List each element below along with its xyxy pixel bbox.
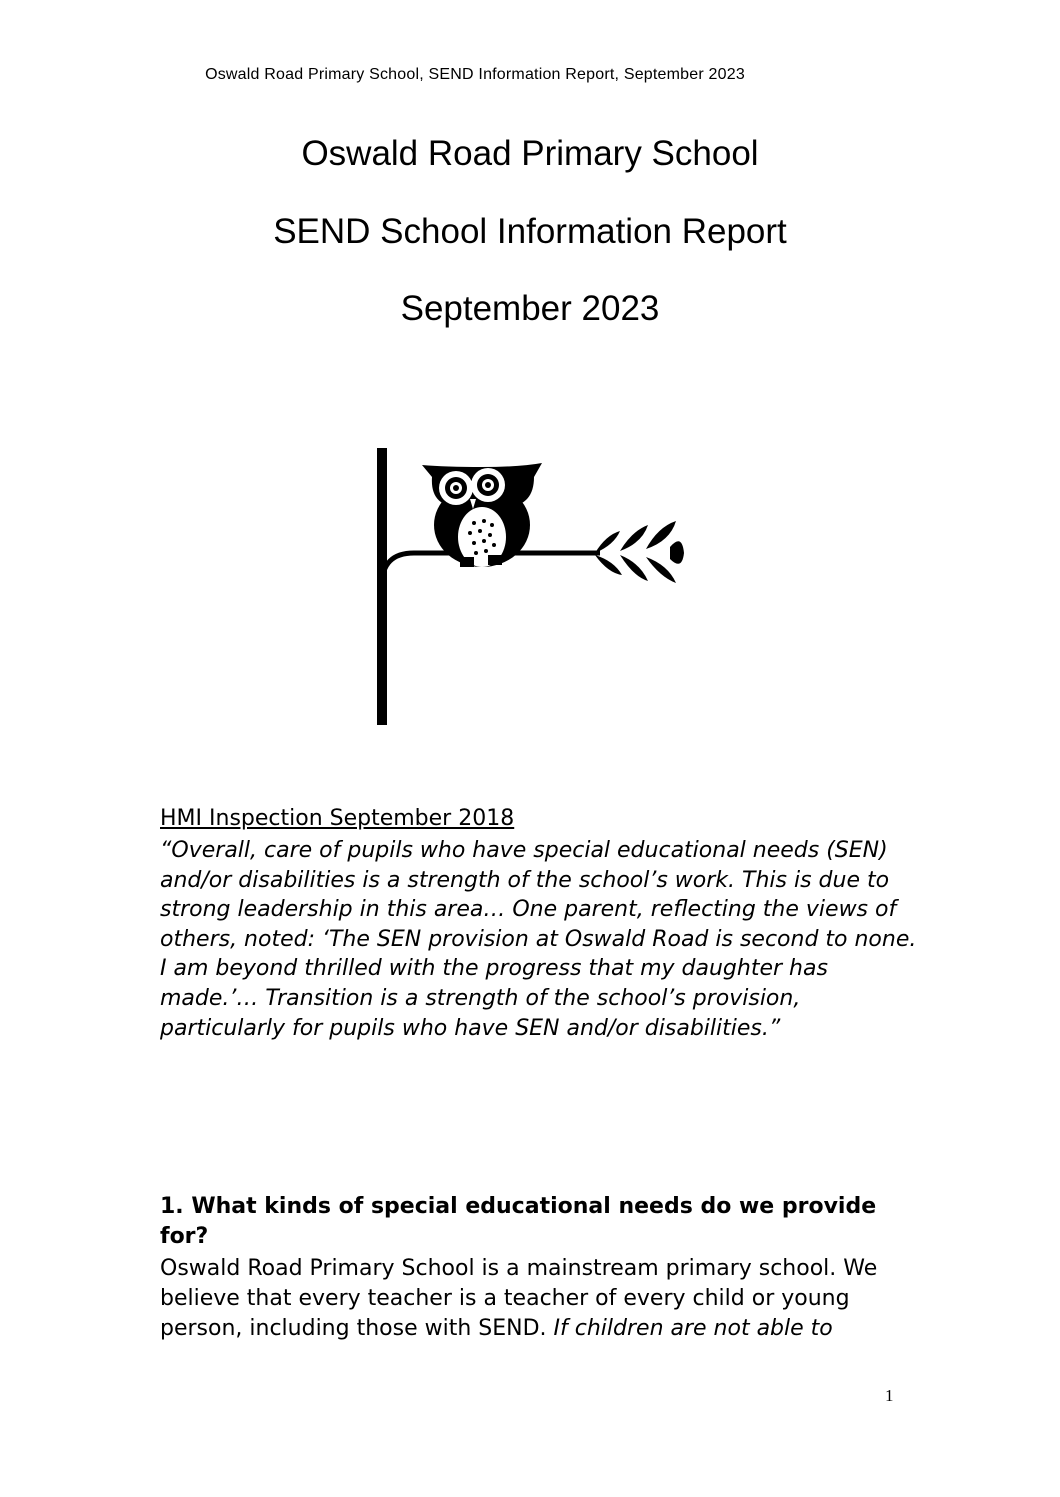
page-number: 1 [885, 1386, 894, 1405]
running-header: Oswald Road Primary School, SEND Information Report, September 2023 [205, 66, 745, 83]
document-title-school: Oswald Road Primary School [301, 134, 759, 173]
document-title-date: September 2023 [400, 289, 660, 328]
hmi-inspection-heading: HMI Inspection September 2018 [160, 806, 515, 831]
section-1-body [160, 1254, 900, 1344]
section-1-heading: 1. What kinds of special educational needs do we provide for? [160, 1194, 877, 1249]
hmi-inspection-quote: “Overall, care of pupils who have special educational needs (SEN) and/or disabilities is a strength of the school’s work. This is due to strong leadership in this area… One parent, reflecting the views of others, noted: ‘The SEN provision at Oswald Road is second to none. I am beyond thrilled with the progress that my daughter has made.’… Transition is a strength of the school’s provision, particularly for pupils who have SEN and/or disabilities.” [160, 838, 917, 1041]
owl-on-branch-icon [370, 445, 690, 730]
section-1-body-italic: If children are not able to [553, 1316, 833, 1341]
section-1-body-text: Oswald Road Primary School is a mainstream primary school. We believe that every teacher is a teacher of every child or young person, including those with SEND. [160, 1256, 878, 1341]
document-title-report: SEND School Information Report [273, 212, 787, 251]
